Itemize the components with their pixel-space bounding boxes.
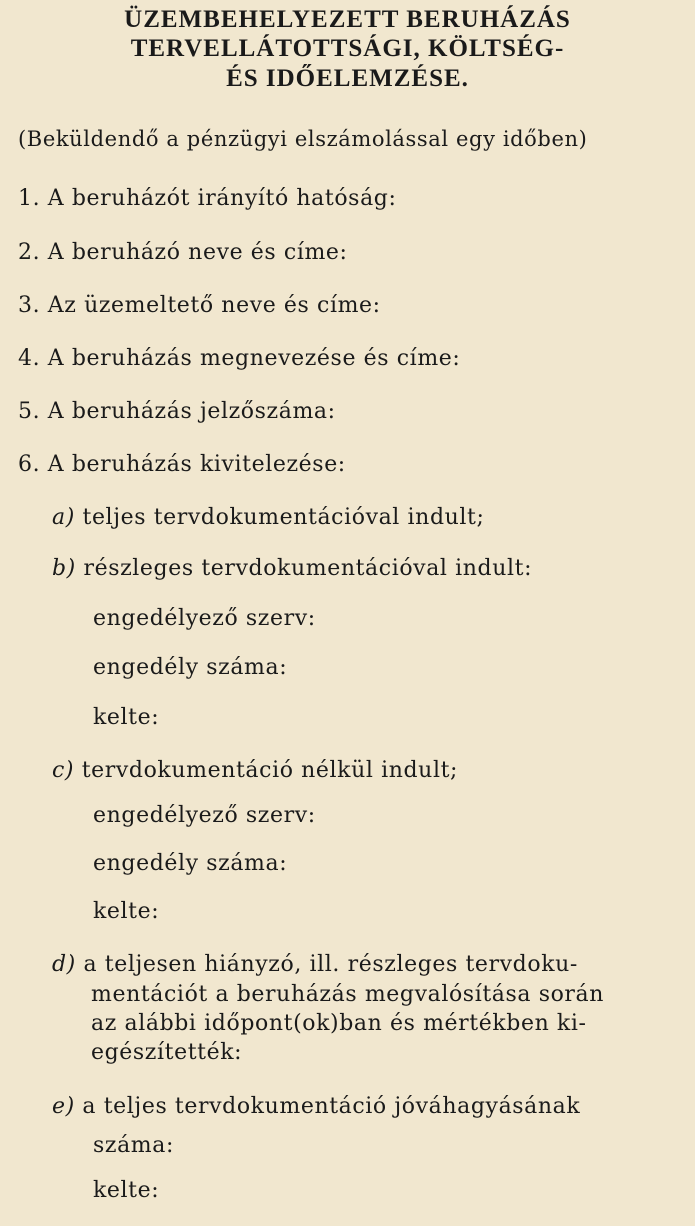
sub-c-field-authority: engedélyező szerv: — [93, 803, 316, 828]
item-2-text: A beruházó neve és címe: — [47, 240, 348, 265]
item-1-number: 1. — [18, 186, 41, 211]
sub-b — [52, 556, 532, 581]
sub-b-field-date: kelte: — [93, 705, 160, 730]
sub-d-text-1: a teljesen hiányzó, ill. részleges tervdoku- — [83, 952, 578, 977]
item-5-number: 5. — [18, 399, 41, 424]
item-4 — [18, 346, 460, 371]
sub-b-field-authority: engedélyező szerv: — [93, 606, 316, 631]
item-3 — [18, 293, 381, 318]
sub-b-letter: b) — [52, 556, 76, 581]
item-4-number: 4. — [18, 346, 41, 371]
sub-e-field-number: száma: — [93, 1133, 174, 1158]
sub-c-field-permit-number: engedély száma: — [93, 851, 288, 876]
title-line-3: ÉS IDŐELEMZÉSE. — [226, 65, 469, 92]
item-6 — [18, 452, 346, 477]
item-5 — [18, 399, 336, 424]
sub-a-letter: a) — [52, 505, 75, 530]
item-1-text: A beruházót irányító hatóság: — [47, 186, 397, 211]
title-line-1: ÜZEMBEHELYEZETT BERUHÁZÁS — [124, 6, 571, 33]
item-6-text: A beruházás kivitelezése: — [47, 452, 346, 477]
sub-a — [52, 505, 484, 530]
sub-c — [52, 758, 458, 783]
item-1 — [18, 186, 396, 211]
sub-d-line-4: egészítették: — [91, 1040, 243, 1065]
title-line-2: TERVELLÁTOTTSÁGI, KÖLTSÉG- — [130, 35, 565, 62]
sub-d-letter: d) — [52, 952, 76, 977]
sub-b-text: részleges tervdokumentációval indult: — [83, 556, 533, 581]
item-5-text: A beruházás jelzőszáma: — [47, 399, 336, 424]
sub-e — [52, 1094, 580, 1119]
item-3-number: 3. — [18, 293, 41, 318]
sub-b-field-permit-number: engedély száma: — [93, 655, 288, 680]
sub-c-letter: c) — [52, 758, 75, 783]
subtitle: (Beküldendő a pénzügyi elszámolással egy időben) — [18, 127, 588, 151]
sub-d-line-1 — [52, 952, 578, 977]
sub-a-text: teljes tervdokumentációval indult; — [82, 505, 485, 530]
sub-e-text: a teljes tervdokumentáció jóváhagyásának — [82, 1094, 581, 1119]
sub-e-letter: e) — [52, 1094, 75, 1119]
sub-c-field-date: kelte: — [93, 899, 160, 924]
sub-c-text: tervdokumentáció nélkül indult; — [81, 758, 459, 783]
item-2 — [18, 240, 348, 265]
item-4-text: A beruházás megnevezése és címe: — [47, 346, 461, 371]
item-6-number: 6. — [18, 452, 41, 477]
item-2-number: 2. — [18, 240, 41, 265]
sub-d-line-2: mentációt a beruházás megvalósítása során — [91, 982, 605, 1007]
sub-e-field-date: kelte: — [93, 1178, 160, 1203]
sub-d-line-3: az alábbi időpont(ok)ban és mértékben ki- — [91, 1011, 587, 1036]
item-3-text: Az üzemeltető neve és címe: — [47, 293, 381, 318]
